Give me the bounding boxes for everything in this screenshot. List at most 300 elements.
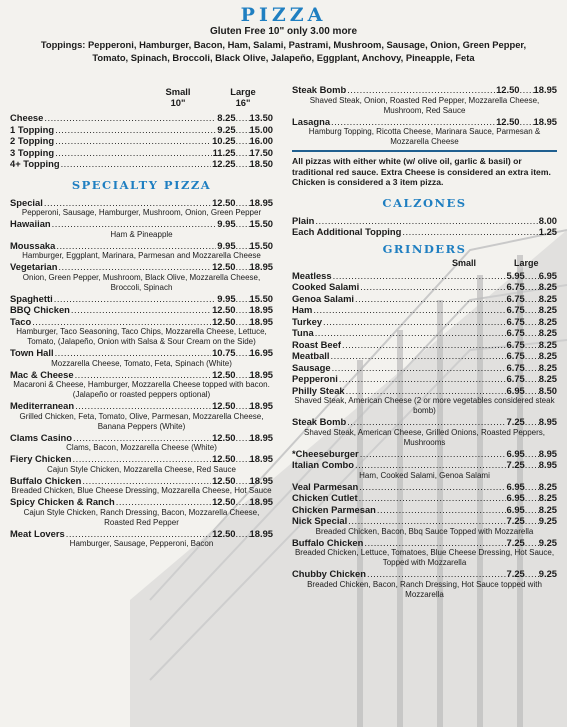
leader-dots — [525, 316, 539, 328]
small-price: 12.50 — [212, 304, 236, 315]
item-description: Pepperoni, Sausage, Hamburger, Mushroom, Onion, Green Pepper — [21, 208, 262, 217]
large-price: 18.95 — [249, 474, 273, 486]
large-price: 18.95 — [249, 400, 273, 411]
pizza-row — [292, 116, 557, 128]
item-name: Plain — [292, 214, 315, 226]
large-price: 8.25 — [538, 338, 557, 350]
leader-dots — [355, 293, 505, 305]
small-price: 12.50 — [212, 496, 236, 507]
small-price: 7.25 — [506, 459, 525, 470]
item-name: Buffalo Chicken — [10, 474, 82, 486]
item-name: Genoa Salami — [292, 292, 355, 304]
leader-dots — [525, 459, 539, 471]
large-price: 8.25 — [538, 350, 557, 361]
leader-dots — [236, 293, 250, 305]
leader-dots — [348, 515, 505, 527]
pizza-row — [10, 135, 273, 147]
grinder-row — [292, 339, 557, 351]
grinder-large-label: Large — [514, 257, 539, 268]
grinder-row — [292, 270, 557, 282]
leader-dots — [525, 385, 539, 397]
calzone-list — [292, 215, 557, 238]
item-name: Fiery Chicken — [10, 453, 72, 464]
large-price: 8.25 — [538, 492, 557, 503]
grinder-row — [292, 568, 557, 580]
large-price: 8.25 — [538, 327, 557, 338]
price: 8.00 — [538, 214, 557, 226]
leader-dots — [520, 116, 534, 128]
grinder-row — [292, 304, 557, 316]
small-size: 10" — [170, 97, 186, 108]
small-price: 6.95 — [506, 503, 525, 515]
leader-dots — [520, 84, 534, 96]
item-description: Cajun Style Chicken, Ranch Dressing, Bacon, Mozzarella Cheese, Roasted Red Pepper — [23, 507, 260, 527]
leader-dots — [367, 568, 506, 580]
specialty-row — [10, 293, 273, 305]
large-price: 18.95 — [249, 261, 273, 272]
leader-dots — [332, 362, 506, 374]
large-price: 15.50 — [249, 218, 273, 229]
leader-dots — [331, 350, 506, 362]
toppings-list: Toppings: Pepperoni, Hamburger, Bacon, Ham, Salami, Pastrami, Mushroom, Sausage, Onion, Green Pepper, Tomato, Spinach, Broccoli, Black Olive, Jalapeño, Eggplant, Anchovy, Pineapple, Feta — [40, 39, 527, 63]
item-description: Hamburger, Taco Seasoning, Taco Chips, Mozzarella Cheese, Lettuce, Tomato, (Jalapeño, Onion with Salsa & Sour Cream on the Side) — [16, 327, 267, 346]
small-price: 12.50 — [496, 84, 520, 95]
grinder-row — [292, 373, 557, 385]
sauce-note: All pizzas with either white (w/ olive oil, garlic & basil) or traditional red sauce. Extra Cheese is considered an extra item. Chicken is considered a 3 item pizza. — [292, 156, 551, 187]
item-name: Special — [10, 196, 43, 208]
grinder-size-header — [292, 258, 557, 270]
leader-dots — [525, 293, 539, 305]
leader-dots — [56, 240, 216, 252]
small-price: 6.75 — [506, 292, 525, 304]
small-label: Small — [165, 86, 191, 97]
item-name: Meat Lovers — [10, 527, 65, 539]
small-price: 9.95 — [217, 218, 236, 229]
leader-dots — [525, 568, 539, 580]
leader-dots — [323, 316, 505, 328]
item-name: *Cheeseburger — [292, 447, 359, 459]
item-name: Clams Casino — [10, 431, 72, 443]
leader-dots — [525, 350, 539, 362]
item-description: Ham, Cooked Salami, Genoa Salami — [359, 470, 490, 480]
pizza-row — [10, 112, 273, 124]
large-price: 8.25 — [538, 373, 557, 384]
small-price: 10.25 — [212, 135, 236, 146]
leader-dots — [66, 528, 211, 540]
item-name: Spaghetti — [10, 292, 53, 304]
item-description: Ham & Pineapple — [110, 229, 173, 239]
small-price: 9.95 — [217, 239, 236, 251]
large-price: 18.95 — [249, 496, 273, 507]
grinder-row — [292, 537, 557, 549]
item-name: Turkey — [292, 315, 323, 327]
large-price: 8.25 — [538, 292, 557, 304]
item-name: Chicken Parmesan — [292, 503, 376, 515]
grinder-list — [292, 270, 557, 600]
leader-dots — [347, 416, 505, 428]
leader-dots — [525, 362, 539, 374]
leader-dots — [32, 316, 211, 328]
small-price: 12.25 — [212, 158, 236, 169]
small-price: 5.95 — [506, 269, 525, 281]
leader-dots — [236, 240, 250, 252]
item-name: 3 Topping — [10, 146, 55, 158]
item-name: Taco — [10, 315, 32, 327]
grinder-row — [292, 459, 557, 471]
item-name: BBQ Chicken — [10, 304, 70, 315]
leader-dots — [236, 347, 250, 359]
leader-dots — [75, 400, 211, 412]
item-name: Chicken Cutlet — [292, 492, 358, 503]
item-name: Lasagna — [292, 115, 331, 127]
item-name: Sausage — [292, 361, 331, 373]
specialty-row — [10, 400, 273, 412]
grinder-row — [292, 281, 557, 293]
grinder-row — [292, 316, 557, 328]
leader-dots — [525, 281, 539, 293]
item-name: Steak Bomb — [292, 416, 347, 427]
leader-dots — [236, 147, 250, 159]
leader-dots — [236, 475, 250, 487]
item-description: Shaved Steak, Onion, Roasted Red Pepper, Mozzarella Cheese, Mushroom, Red Sauce — [309, 95, 540, 115]
leader-dots — [525, 448, 539, 460]
leader-dots — [402, 226, 537, 238]
leader-dots — [342, 339, 506, 351]
small-price: 6.95 — [506, 384, 525, 396]
pizza-row — [10, 158, 273, 170]
item-description: Hamburger, Eggplant, Marinara, Parmesan and Mozzarella Cheese — [22, 251, 261, 260]
leader-dots — [236, 369, 250, 381]
large-price: 18.95 — [249, 304, 273, 315]
large-price: 8.95 — [538, 447, 557, 459]
small-price: 12.50 — [212, 474, 236, 486]
small-price: 7.25 — [506, 536, 525, 548]
leader-dots — [55, 135, 211, 147]
leader-dots — [236, 400, 250, 412]
item-name: Tuna — [292, 327, 314, 338]
item-name: Mac & Cheese — [10, 368, 74, 380]
leader-dots — [525, 537, 539, 549]
large-price: 13.50 — [249, 112, 273, 123]
large-price: 6.95 — [538, 269, 557, 281]
item-description: Breaded Chicken, Bacon, Ranch Dressing, Hot Sauce topped with Mozzarella — [307, 579, 542, 599]
specialty-row — [10, 475, 273, 487]
leader-dots — [525, 515, 539, 527]
small-price: 6.95 — [506, 492, 525, 503]
large-price: 18.50 — [249, 158, 273, 169]
leader-dots — [525, 373, 539, 385]
large-price: 15.50 — [249, 292, 273, 304]
leader-dots — [54, 293, 217, 305]
leader-dots — [525, 481, 539, 493]
grinder-row — [292, 385, 557, 397]
large-price: 18.95 — [533, 115, 557, 127]
leader-dots — [75, 369, 211, 381]
small-price: 12.50 — [212, 527, 236, 539]
large-size: 16" — [235, 97, 251, 108]
specialty-row — [10, 316, 273, 328]
gluten-free-note: Gluten Free 10" only 3.00 more — [209, 26, 358, 37]
item-description: Grilled Chicken, Feta, Tomato, Olive, Parmesan, Mozzarella Cheese, Banana Peppers (White) — [19, 411, 264, 431]
more-pizza-list — [292, 84, 557, 147]
small-price: 12.50 — [496, 115, 520, 127]
large-price: 18.95 — [249, 368, 273, 380]
item-name: 4+ Topping — [10, 158, 60, 169]
leader-dots — [360, 448, 506, 460]
item-name: Hawaiian — [10, 218, 51, 229]
left-column — [10, 86, 273, 549]
large-price: 8.25 — [538, 480, 557, 492]
large-price: 18.95 — [249, 453, 273, 464]
item-name: Steak Bomb — [292, 84, 347, 95]
large-price: 8.25 — [538, 304, 557, 315]
small-price: 10.75 — [212, 347, 236, 358]
leader-dots — [236, 496, 250, 508]
item-description: Breaded Chicken, Bacon, Bbq Sauce Topped with Mozzarella — [315, 526, 534, 536]
small-price: 12.50 — [212, 431, 236, 443]
leader-dots — [315, 327, 506, 339]
item-name: Buffalo Chicken — [292, 536, 364, 548]
large-price: 18.95 — [533, 84, 557, 95]
leader-dots — [377, 504, 506, 516]
leader-dots — [116, 496, 211, 508]
item-name: Each Additional Topping — [292, 226, 402, 237]
specialty-pizza-title: SPECIALTY PIZZA — [71, 177, 212, 192]
leader-dots — [55, 147, 211, 159]
leader-dots — [359, 492, 506, 504]
item-description: Shaved Steak, American Cheese (2 or more vegetables considered steak bomb) — [294, 396, 555, 415]
item-name: Pepperoni — [292, 373, 338, 384]
item-name: Vegetarian — [10, 261, 58, 272]
item-description: Breaded Chicken, Lettuce, Tomatoes, Blue Cheese Dressing, Hot Sauce, Topped with Mozzarella — [294, 548, 555, 567]
small-price: 12.50 — [212, 368, 236, 380]
small-price: 6.75 — [506, 304, 525, 315]
item-name: Nick Special — [292, 515, 348, 526]
item-description: Hamburger, Sausage, Pepperoni, Bacon — [69, 539, 214, 548]
specialty-row — [10, 528, 273, 540]
leader-dots — [360, 281, 505, 293]
calzone-row — [292, 226, 557, 238]
leader-dots — [236, 528, 250, 540]
calzones-title: CALZONES — [382, 195, 467, 210]
specialty-row — [10, 369, 273, 381]
leader-dots — [525, 304, 539, 316]
large-price: 8.95 — [538, 459, 557, 470]
grinder-row — [292, 448, 557, 460]
right-column — [292, 84, 557, 600]
large-price: 18.95 — [249, 431, 273, 443]
small-price: 6.75 — [506, 327, 525, 338]
small-price: 6.95 — [506, 480, 525, 492]
item-description: Shaved Steak, American Cheese, Grilled Onions, Roasted Peppers, Mushrooms — [303, 427, 546, 447]
pizza-size-header — [10, 86, 273, 112]
leader-dots — [71, 304, 211, 316]
large-price: 18.95 — [249, 315, 273, 327]
leader-dots — [525, 339, 539, 351]
leader-dots — [55, 124, 216, 136]
item-description: Onion, Green Pepper, Mushroom, Black Olive, Mozzarella Cheese, Broccoli, Spinach — [22, 272, 261, 292]
large-price: 18.95 — [249, 196, 273, 208]
specialty-row — [10, 304, 273, 316]
leader-dots — [236, 124, 250, 136]
item-name: Spicy Chicken & Ranch — [10, 496, 115, 507]
large-price: 9.25 — [538, 536, 557, 548]
large-price: 8.25 — [538, 503, 557, 515]
leader-dots — [236, 158, 250, 170]
leader-dots — [364, 537, 505, 549]
leader-dots — [236, 218, 250, 230]
leader-dots — [525, 492, 539, 504]
small-price: 7.25 — [506, 416, 525, 427]
item-name: Meatless — [292, 269, 332, 281]
item-name: Chubby Chicken — [292, 568, 366, 579]
leader-dots — [236, 135, 250, 147]
small-price: 6.75 — [506, 361, 525, 373]
large-price: 18.95 — [249, 527, 273, 539]
small-price: 12.50 — [212, 453, 236, 464]
item-description: Clams, Bacon, Mozzarella Cheese (White) — [66, 443, 217, 452]
small-price: 6.75 — [506, 315, 525, 327]
small-price: 6.75 — [506, 373, 525, 384]
item-description: Hamburg Topping, Ricotta Cheese, Marinara Sauce, Parmesan & Mozzarella Cheese — [308, 127, 541, 146]
leader-dots — [236, 453, 250, 465]
leader-dots — [525, 416, 539, 428]
pizza-row — [10, 124, 273, 136]
large-price: 16.95 — [249, 347, 273, 358]
item-name: Town Hall — [10, 347, 54, 358]
small-price: 12.50 — [212, 400, 236, 411]
specialty-row — [10, 432, 273, 444]
large-price: 9.25 — [538, 568, 557, 579]
pizza-price-list — [10, 112, 273, 170]
specialty-pizza-list — [10, 197, 273, 550]
specialty-row — [10, 240, 273, 252]
leader-dots — [73, 432, 211, 444]
calzone-row — [292, 215, 557, 227]
pizza-row — [10, 147, 273, 159]
leader-dots — [359, 481, 505, 493]
grinder-row — [292, 492, 557, 504]
leader-dots — [355, 459, 506, 471]
small-price: 6.75 — [506, 350, 525, 361]
small-price: 12.50 — [212, 261, 236, 272]
specialty-row — [10, 496, 273, 508]
large-price: 8.50 — [538, 384, 557, 396]
specialty-row — [10, 261, 273, 273]
grinder-row — [292, 293, 557, 305]
item-name: Mediterranean — [10, 400, 75, 411]
large-price: 17.50 — [249, 146, 273, 158]
leader-dots — [82, 475, 211, 487]
price: 1.25 — [538, 226, 557, 237]
leader-dots — [72, 453, 211, 465]
large-price: 8.95 — [538, 416, 557, 427]
item-name: Roast Beef — [292, 338, 341, 350]
grinders-title: GRINDERS — [382, 241, 467, 256]
grinder-row — [292, 416, 557, 428]
grinder-row — [292, 362, 557, 374]
small-price: 6.75 — [506, 281, 525, 292]
item-description: Mozzarella Cheese, Tomato, Feta, Spinach (White) — [51, 358, 232, 368]
grinder-row — [292, 515, 557, 527]
small-price: 8.25 — [217, 112, 236, 123]
item-name: Meatball — [292, 350, 330, 361]
small-price: 6.75 — [506, 338, 525, 350]
specialty-row — [10, 453, 273, 465]
leader-dots — [58, 261, 211, 273]
leader-dots — [236, 432, 250, 444]
item-name: Veal Parmesan — [292, 480, 359, 492]
leader-dots — [236, 197, 250, 209]
leader-dots — [44, 197, 211, 209]
small-price: 9.95 — [217, 292, 236, 304]
large-price: 16.00 — [249, 135, 273, 146]
leader-dots — [346, 385, 506, 397]
large-price: 9.25 — [538, 515, 557, 526]
item-name: Cheese — [10, 112, 44, 123]
item-name: Philly Steak — [292, 384, 345, 396]
leader-dots — [236, 316, 250, 328]
item-description: Macaroni & Cheese, Hamburger, Mozzarella Cheese topped with bacon. (Jalapeño or roasted peppers optional) — [13, 380, 270, 399]
grinder-row — [292, 504, 557, 516]
leader-dots — [61, 158, 212, 170]
large-price: 15.50 — [249, 239, 273, 251]
leader-dots — [347, 84, 495, 96]
specialty-row — [10, 197, 273, 209]
large-price: 8.25 — [538, 281, 557, 292]
leader-dots — [315, 215, 537, 227]
item-name: 1 Topping — [10, 123, 55, 135]
leader-dots — [55, 347, 211, 359]
small-price: 9.25 — [217, 123, 236, 135]
item-name: 2 Topping — [10, 135, 55, 146]
leader-dots — [313, 304, 505, 316]
leader-dots — [236, 304, 250, 316]
item-description: Cajun Style Chicken, Mozzarella Cheese, Red Sauce — [47, 464, 236, 474]
section-divider — [292, 150, 557, 152]
grinder-row — [292, 481, 557, 493]
specialty-row — [10, 347, 273, 359]
specialty-row — [10, 218, 273, 230]
leader-dots — [525, 327, 539, 339]
item-description: Breaded Chicken, Blue Cheese Dressing, Mozzarella Cheese, Hot Sauce — [11, 486, 272, 495]
leader-dots — [52, 218, 217, 230]
item-name: Ham — [292, 304, 313, 315]
small-price: 6.95 — [506, 447, 525, 459]
item-name: Cooked Salami — [292, 281, 360, 292]
grinder-small-label: Small — [452, 257, 477, 268]
small-price: 12.50 — [212, 196, 236, 208]
pizza-row — [292, 84, 557, 96]
grinder-row — [292, 350, 557, 362]
leader-dots — [236, 261, 250, 273]
large-price: 15.00 — [249, 123, 273, 135]
leader-dots — [236, 112, 250, 124]
leader-dots — [339, 373, 506, 385]
leader-dots — [525, 504, 539, 516]
large-label: Large — [230, 86, 256, 97]
large-price: 8.25 — [538, 315, 557, 327]
leader-dots — [525, 270, 539, 282]
leader-dots — [44, 112, 216, 124]
item-name: Moussaka — [10, 239, 56, 251]
small-price: 11.25 — [212, 146, 236, 158]
pizza-title: PIZZA — [240, 4, 327, 26]
small-price: 7.25 — [506, 515, 525, 526]
small-price: 7.25 — [506, 568, 525, 579]
large-price: 8.25 — [538, 361, 557, 373]
leader-dots — [331, 116, 495, 128]
